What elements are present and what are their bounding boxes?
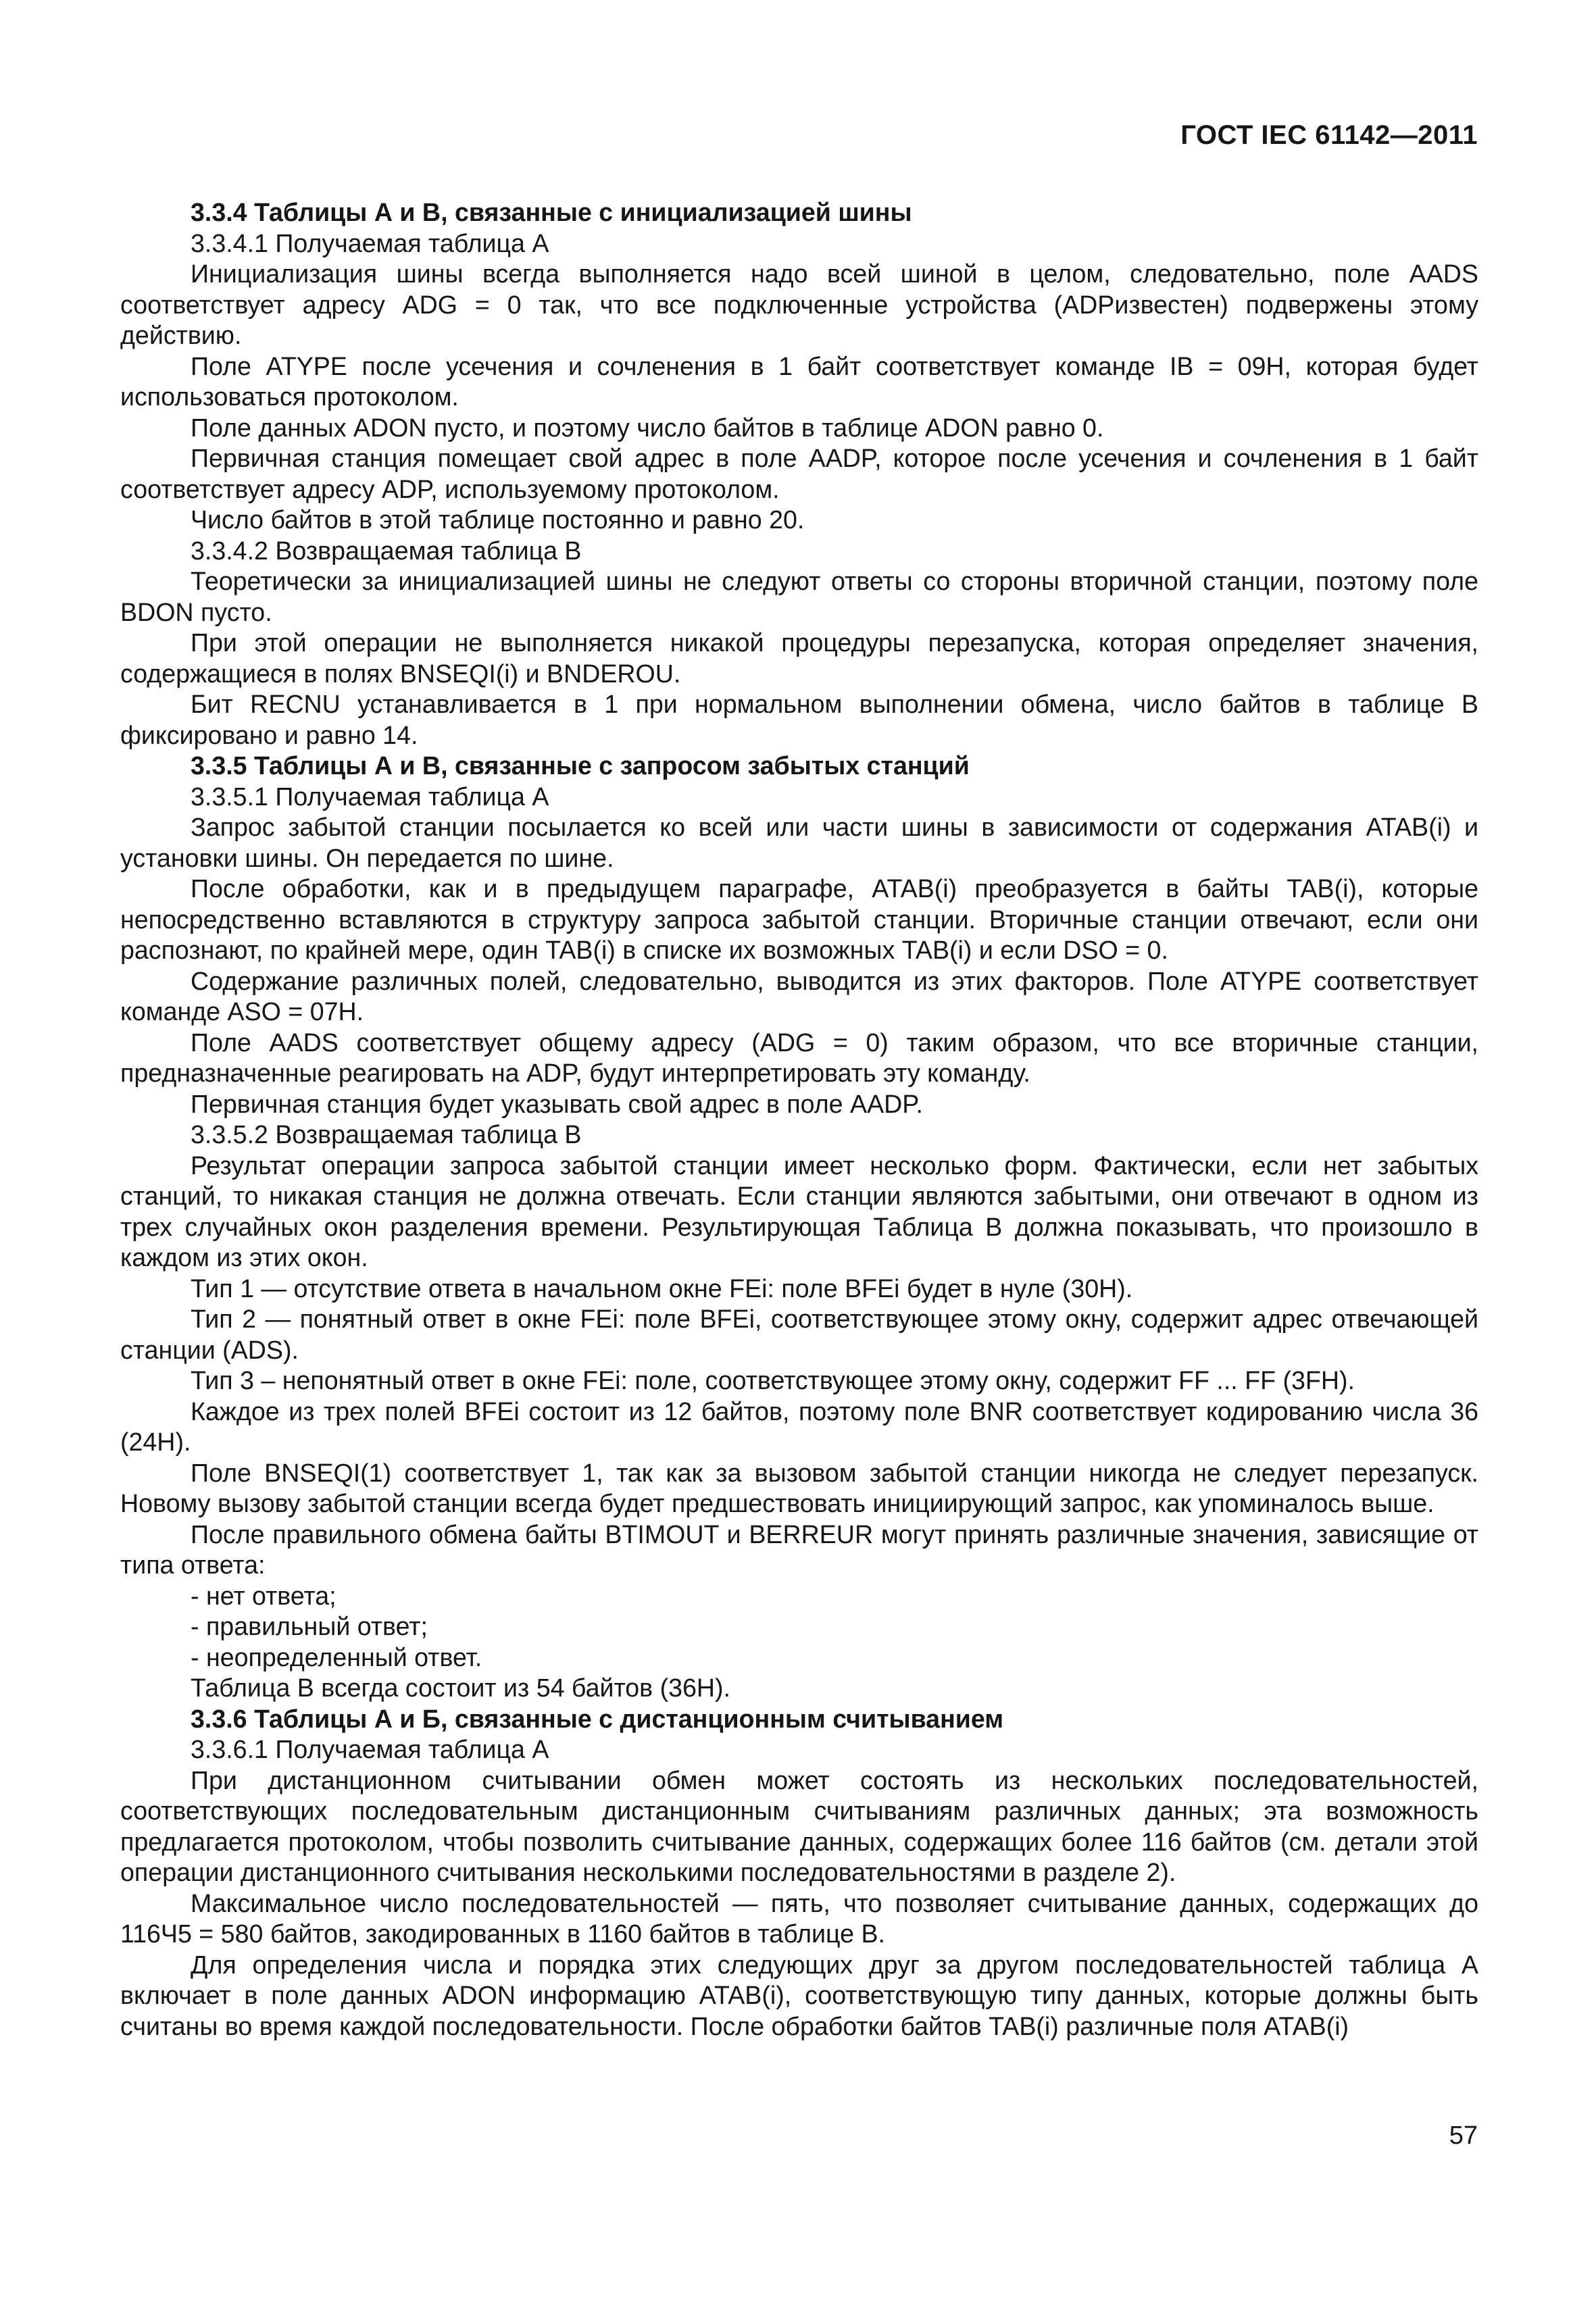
body-paragraph: Каждое из трех полей BFEi состоит из 12 байтов, поэтому поле BNR соответствует кодированию числа 36 (24H). [120, 1397, 1478, 1456]
body-paragraph: Поле AADS соответствует общему адресу (ADG = 0) таким образом, что все вторичные станции, предназначенные реагировать на ADP, будут интерпретировать эту команду. [120, 1028, 1478, 1087]
body-paragraph: Первичная станция помещает свой адрес в поле AADP, которое после усечения и сочленения в 1 байт соответствует адресу ADP, используемому протоколом. [120, 444, 1478, 503]
body-paragraph: Бит RECNU устанавливается в 1 при нормальном выполнении обмена, число байтов в таблице В фиксировано и равно 14. [120, 690, 1478, 749]
body-paragraph: Первичная станция будет указывать свой адрес в поле AADP. [191, 1089, 923, 1118]
body-paragraph: Содержание различных полей, следовательно, выводится из этих факторов. Поле ATYPE соответствует команде ASO = 07H. [120, 966, 1478, 1026]
body-paragraph: - неопределенный ответ. [191, 1642, 482, 1671]
document-body [120, 197, 1478, 2042]
body-paragraph: После правильного обмена байты BTIMOUT и BERREUR могут принять различные значения, зависящие от типа ответа: [120, 1519, 1478, 1579]
body-paragraph: Теоретически за инициализацией шины не следуют ответы со стороны вторичной станции, поэтому поле BDON пусто. [120, 567, 1478, 626]
section-heading: 3.3.4 Таблицы А и В, связанные с инициализацией шины [191, 198, 912, 226]
section-heading: 3.3.6 Таблицы А и Б, связанные с дистанционным считыванием [191, 1704, 1004, 1733]
body-paragraph: Результат операции запроса забытой станции имеет несколько форм. Фактически, если нет забытых станций, то никакая станция не должна отвечать. Если станции являются забытыми, они отвечают в одном из трех случайных окон разделения времени. Результирующая Таблица В должна показывать, что произошло в каждом из этих окон. [120, 1151, 1478, 1272]
body-paragraph: 3.3.5.2 Возвращаемая таблица В [191, 1120, 582, 1149]
body-paragraph: Поле данных ADON пусто, и поэтому число байтов в таблице ADON равно 0. [191, 413, 1104, 442]
body-paragraph: Для определения числа и порядка этих следующих друг за другом последовательностей таблица А включает в поле данных ADON информацию ATAB(i), соответствующую типу данных, которые должны быть считаны во время каждой последовательности. После обработки байтов TAB(i) различные поля ATAB(i) [120, 1950, 1478, 2040]
body-paragraph: Тип 1 — отсутствие ответа в начальном окне FEi: поле BFEi будет в нуле (30H). [191, 1274, 1133, 1303]
body-paragraph: Максимальное число последовательностей — пять, что позволяет считывание данных, содержащих до 116Ч5 = 580 байтов, закодированных в 1160 байтов в таблице В. [120, 1888, 1478, 1948]
body-paragraph: - нет ответа; [191, 1581, 336, 1610]
page-number: 57 [1449, 2121, 1478, 2150]
body-paragraph: При этой операции не выполняется никакой процедуры перезапуска, которая определяет значения, содержащиеся в полях BNSEQI(i) и BNDEROU. [120, 628, 1478, 688]
section-heading: 3.3.5 Таблицы А и В, связанные с запросом забытых станций [191, 751, 970, 780]
body-paragraph: При дистанционном считывании обмен может состоять из нескольких последовательностей, соответствующих последовательным дистанционным считываниям различных данных; эта возможность предлагается протоколом, чтобы позволить считывание данных, содержащих более 116 байтов (см. детали этой операции дистанционного считывания несколькими последовательностями в разделе 2). [120, 1765, 1478, 1886]
body-paragraph: 3.3.6.1 Получаемая таблица А [191, 1735, 549, 1763]
body-paragraph: 3.3.5.1 Получаемая таблица А [191, 782, 549, 811]
body-paragraph: После обработки, как и в предыдущем параграфе, ATAB(i) преобразуется в байты TAB(i), которые непосредственно вставляются в структуру запроса забытой станции. Вторичные станции отвечают, если они распознают, по крайней мере, один TAB(i) в списке их возможных TAB(i) и если DSO = 0. [120, 874, 1478, 964]
body-paragraph: Число байтов в этой таблице постоянно и равно 20. [191, 505, 805, 534]
body-paragraph: Запрос забытой станции посылается ко всей или части шины в зависимости от содержания ATAB(i) и установки шины. Он передается по шине. [120, 813, 1478, 872]
body-paragraph: 3.3.4.1 Получаемая таблица А [191, 228, 549, 257]
body-paragraph: Поле BNSEQI(1) соответствует 1, так как за вызовом забытой станции никогда не следует перезапуск. Новому вызову забытой станции всегда будет предшествовать инициирующий запрос, как упоминалось выше. [120, 1458, 1478, 1517]
body-paragraph: Инициализация шины всегда выполняется надо всей шиной в целом, следовательно, поле AADS соответствует адресу ADG = 0 так, что все подключенные устройства (ADPизвестен) подвержены этому действию. [120, 259, 1478, 349]
body-paragraph: Таблица В всегда состоит из 54 байтов (36H). [191, 1674, 730, 1702]
body-paragraph: Тип 2 — понятный ответ в окне FEi: поле BFEi, соответствующее этому окну, содержит адрес отвечающей станции (ADS). [120, 1305, 1478, 1364]
body-paragraph: - правильный ответ; [191, 1612, 428, 1640]
body-paragraph: 3.3.4.2 Возвращаемая таблица В [191, 536, 582, 565]
document-code-header: ГОСТ IEC 61142—2011 [1180, 120, 1478, 150]
body-paragraph: Поле ATYPE после усечения и сочленения в 1 байт соответствует команде IB = 09H, которая будет использоваться протоколом. [120, 351, 1478, 411]
body-paragraph: Тип 3 – непонятный ответ в окне FEi: поле, соответствующее этому окну, содержит FF ... FF (3FH). [191, 1366, 1355, 1394]
